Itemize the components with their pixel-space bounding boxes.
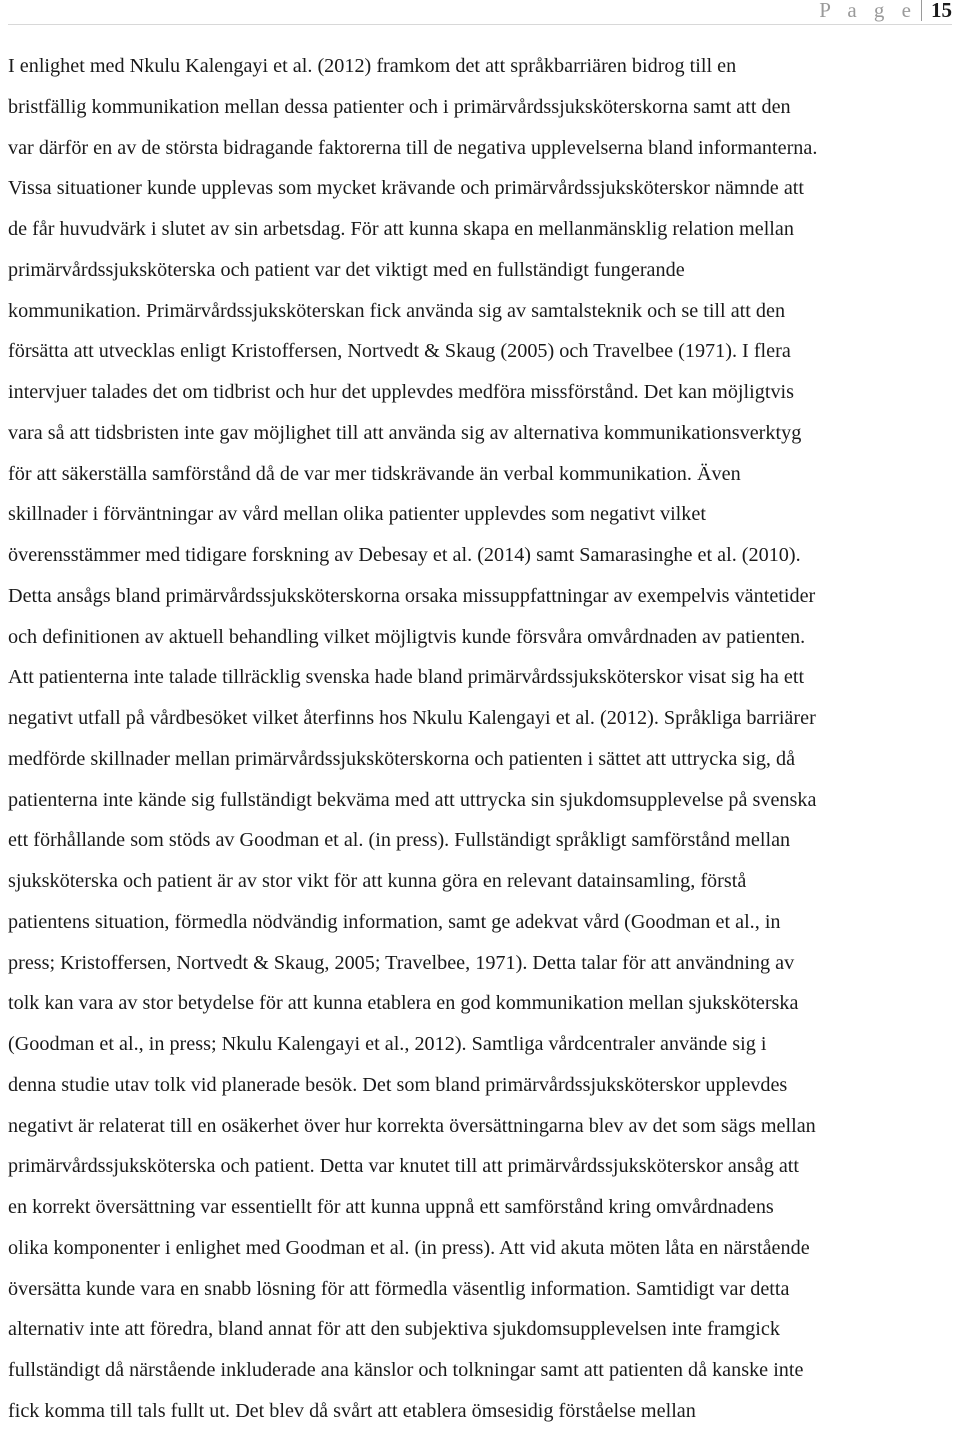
text-line: alternativ inte att föredra, bland annat för att den subjektiva sjukdomsupplevelsen inte framgick <box>8 1318 780 1341</box>
body-paragraph <box>8 46 954 1432</box>
text-line: fullständigt då närstående inkluderade ana känslor och tolkningar samt att patienten då kanske inte <box>8 1359 804 1381</box>
text-line: press; Kristoffersen, Nortvedt & Skaug, 2005; Travelbee, 1971). Detta talar för att användning av <box>8 951 795 974</box>
text-line: skillnader i förväntningar av vård mellan olika patienter upplevdes som negativt vilket <box>8 503 706 526</box>
text-line: intervjuer talades det om tidbrist och hur det upplevdes medföra missförstånd. Det kan möjligtvis <box>8 381 795 403</box>
page-header-separator <box>921 0 922 21</box>
text-line: (Goodman et al., in press; Nkulu Kalengayi et al., 2012). Samtliga vårdcentraler använde sig i <box>8 1033 767 1055</box>
text-line: överensstämmer med tidigare forskning av Debesay et al. (2014) samt Samarasinghe et al. (2010). <box>8 544 801 566</box>
text-line: bristfällig kommunikation mellan dessa patienter och i primärvårdssjuksköterskorna samt att den <box>8 95 791 118</box>
text-line: olika komponenter i enlighet med Goodman et al. (in press). Att vid akuta möten låta en närstående <box>8 1236 810 1259</box>
text-line: patientens situation, förmedla nödvändig information, samt ge adekvat vård (Goodman et al., in <box>8 910 781 933</box>
text-line: en korrekt översättning var essentiellt för att kunna uppnå ett samförstånd kring omvårdnadens <box>8 1196 774 1218</box>
text-line: de får huvudvärk i slutet av sin arbetsdag. För att kunna skapa en mellanmänsklig relation mellan <box>8 218 794 240</box>
text-line: fick komma till tals fullt ut. Det blev då svårt att etablera ömsesidig förståelse mellan <box>8 1399 696 1422</box>
text-line: Vissa situationer kunde upplevas som mycket krävande och primärvårdssjuksköterskor nämnde att <box>8 177 804 200</box>
text-line: primärvårdssjuksköterska och patient. Detta var knutet till att primärvårdssjuksköterskor ansåg att <box>8 1155 800 1178</box>
text-line: tolk kan vara av stor betydelse för att kunna etablera en god kommunikation mellan sjuksköterska <box>8 992 799 1015</box>
text-line: Att patienterna inte talade tillräcklig svenska hade bland primärvårdssjuksköterskor visat sig ha ett <box>8 666 805 689</box>
text-line: försätta att utvecklas enligt Kristoffersen, Nortvedt & Skaug (2005) och Travelbee (1971). I flera <box>8 340 791 363</box>
text-line: vara så att tidsbristen inte gav möjlighet till att använda sig av alternativa kommunikationsverktyg <box>8 421 802 444</box>
text-line: primärvårdssjuksköterska och patient var det viktigt med en fullständigt fungerande <box>8 258 685 281</box>
text-line: negativt är relaterat till en osäkerhet över hur korrekta översättningarna blev av det som sägs mellan <box>8 1114 816 1137</box>
text-line: kommunikation. Primärvårdssjuksköterskan fick använda sig av samtalsteknik och se till att den <box>8 299 786 322</box>
page-header <box>819 0 952 22</box>
text-line: medförde skillnader mellan primärvårdssjuksköterskorna och patienten i sättet att uttrycka sig, då <box>8 747 796 770</box>
text-line: för att säkerställa samförstånd då de var mer tidskrävande än verbal kommunikation. Även <box>8 462 741 485</box>
text-line: översätta kunde vara en snabb lösning för att förmedla väsentlig information. Samtidigt var detta <box>8 1277 790 1300</box>
text-line: sjuksköterska och patient är av stor vikt för att kunna göra en relevant datainsamling, förstå <box>8 870 747 892</box>
page-label: P a g e <box>819 0 917 22</box>
text-line: negativt utfall på vårdbesöket vilket återfinns hos Nkulu Kalengayi et al. (2012). Språkliga barriärer <box>8 707 816 729</box>
text-line: och definitionen av aktuell behandling vilket möjligtvis kunde försvåra omvårdnaden av patienten. <box>8 625 806 648</box>
text-line: ett förhållande som stöds av Goodman et al. (in press). Fullständigt språkligt samförstånd mellan <box>8 829 791 852</box>
text-line: denna studie utav tolk vid planerade besök. Det som bland primärvårdssjuksköterskor upplevdes <box>8 1073 788 1096</box>
text-line: I enlighet med Nkulu Kalengayi et al. (2012) framkom det att språkbarriären bidrog till en <box>8 55 737 77</box>
page-number: 15 <box>931 0 952 22</box>
header-rule <box>8 24 952 25</box>
text-line: patienterna inte kände sig fullständigt bekväma med att uttrycka sin sjukdomsupplevelse på svenska <box>8 788 817 811</box>
text-line: Detta ansågs bland primärvårdssjuksköterskorna orsaka missuppfattningar av exempelvis väntetider <box>8 584 816 607</box>
text-line: var därför en av de största bidragande faktorerna till de negativa upplevelserna bland informanterna. <box>8 136 818 159</box>
